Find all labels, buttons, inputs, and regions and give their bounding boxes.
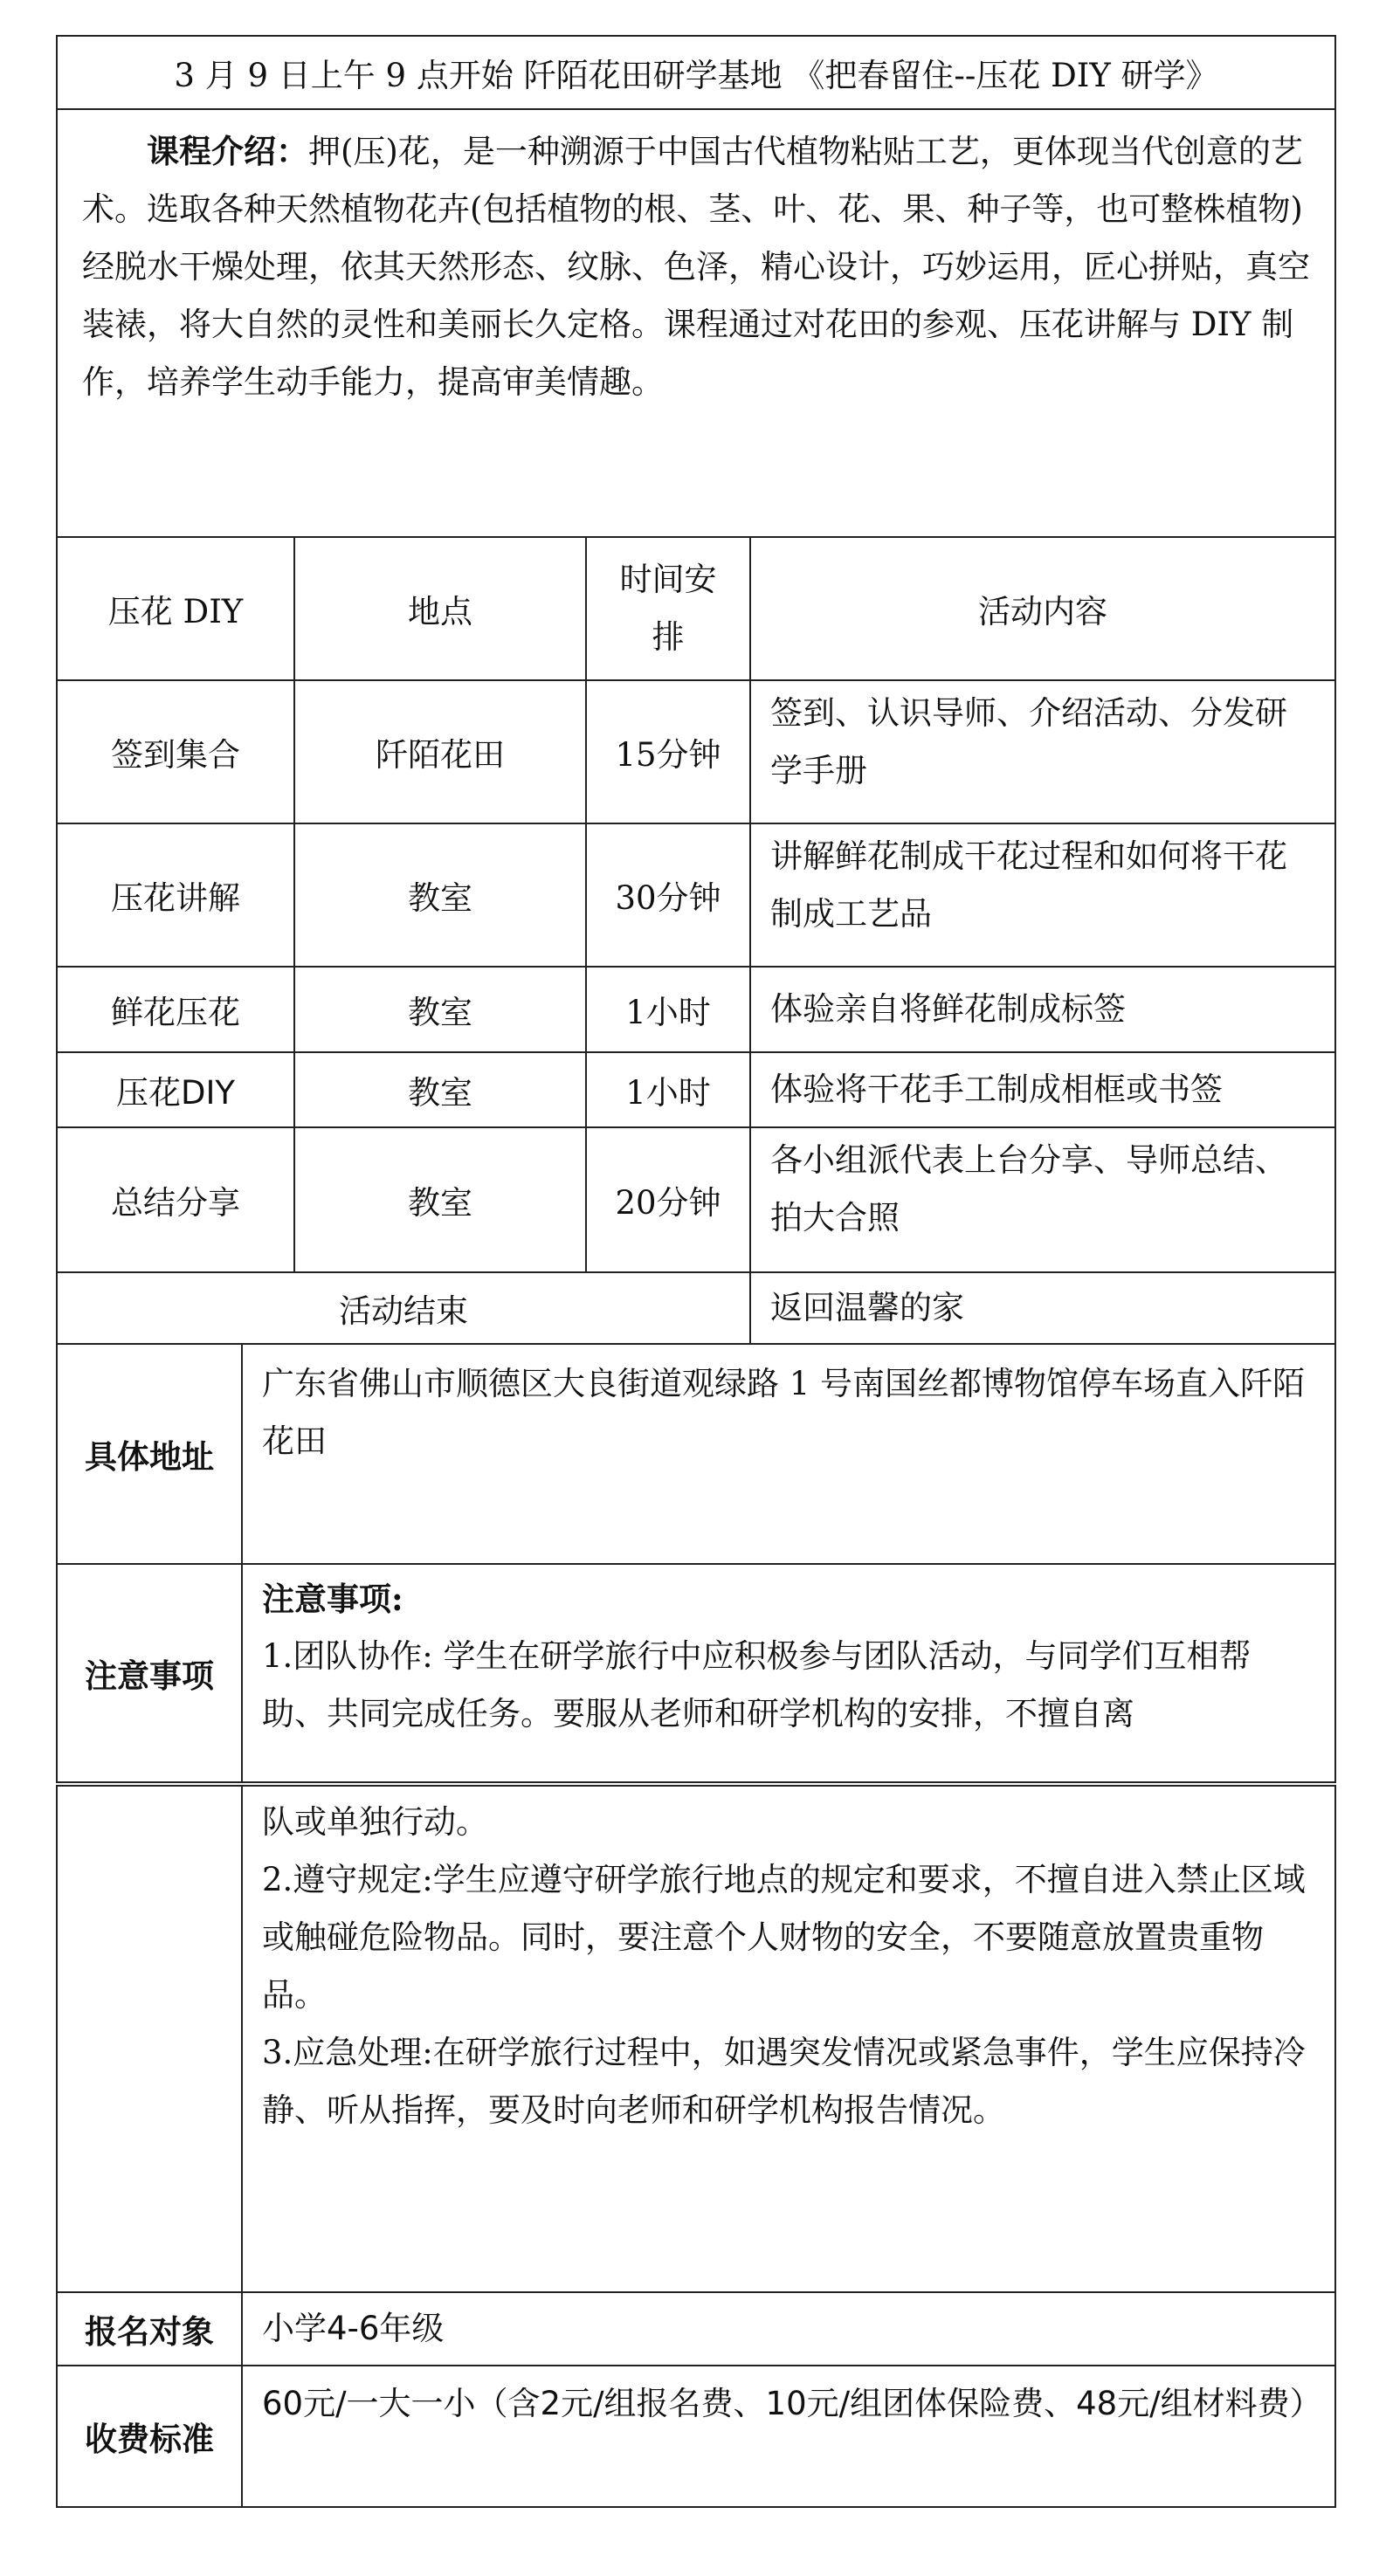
table-row [58,968,1334,1053]
enroll-value: 小学4-6年级 [241,2293,1334,2365]
address-row [58,1345,1334,1565]
activity-content: 各小组派代表上台分享、导师总结、拍大合照 [749,1128,1334,1271]
schedule-table-bottom [56,1785,1336,2508]
activity-name: 压花讲解 [111,879,240,917]
schedule-header-row [58,538,1334,681]
notes-content-continued [241,1787,1334,2291]
activity-name: 总结分享 [111,1184,240,1222]
schedule-table-top [56,35,1336,1783]
notes-heading: 注意事项: [262,1580,403,1618]
activity-time: 1小时 [585,1053,749,1126]
notes-item-1-part2: 队或单独行动。 [262,1803,488,1841]
activity-content: 体验将干花手工制成相框或书签 [749,1053,1334,1126]
intro-label: 课程介绍： [147,132,308,170]
notes-item-3: 3.应急处理:在研学旅行过程中，如遇突发情况或紧急事件，学生应保持冷静、听从指挥，要及时向老师和研学机构报告情况。 [262,2034,1306,2129]
activity-time: 30分钟 [585,824,749,966]
col-header-diy: 压花 DIY [107,593,244,630]
table-row [58,1053,1334,1128]
activity-end-row [58,1273,1334,1345]
notes-continued-row [58,1787,1334,2293]
activity-content: 签到、认识导师、介绍活动、分发研学手册 [749,681,1334,823]
activity-place: 教室 [293,824,585,966]
address-label: 具体地址 [85,1437,214,1476]
table-row [58,681,1334,824]
enroll-row [58,2293,1334,2366]
course-intro [58,110,1334,536]
fee-row [58,2366,1334,2506]
intro-text: 押(压)花，是一种溯源于中国古代植物粘贴工艺，更体现当代创意的艺术。选取各种天然植物花卉(包括植物的根、茎、叶、花、果、种子等，也可整株植物)经脱水干燥处理，依其天然形态、纹脉、色泽，精心设计，巧妙运用，匠心拼贴，真空装裱，将大自然的灵性和美丽长久定格。课程通过对花田的参观、压花讲解与 DIY 制作，培养学生动手能力，提高审美情趣。 [82,133,1310,401]
col-header-time: 时间安排 [585,538,749,679]
notes-item-1-part1: 1.团队协作: 学生在研学旅行中应积极参与团队活动，与同学们互相帮助、共同完成任务。要服从老师和研学机构的安排，不擅自离 [262,1637,1252,1732]
activity-content: 讲解鲜花制成干花过程和如何将干花制成工艺品 [749,824,1334,966]
table-row [58,824,1334,968]
activity-name: 压花DIY [115,1074,235,1112]
notes-label: 注意事项 [85,1656,214,1695]
activity-end-label: 活动结束 [339,1292,468,1330]
notes-item-2: 2.遵守规定:学生应遵守研学旅行地点的规定和要求，不擅自进入禁止区域或触碰危险物品。同时，要注意个人财物的安全，不要随意放置贵重物品。 [262,1861,1306,2014]
notes-content [241,1565,1334,1781]
intro-row [58,110,1334,538]
page-title: 3 月 9 日上午 9 点开始 阡陌花田研学基地 《把春留住--压花 DIY 研学》 [174,57,1218,94]
activity-name: 签到集合 [111,736,240,774]
activity-name: 鲜花压花 [111,994,240,1031]
fee-value: 60元/一大一小（含2元/组报名费、10元/组团体保险费、48元/组材料费） [241,2366,1334,2506]
activity-time: 1小时 [585,968,749,1051]
notes-row [58,1565,1334,1781]
activity-time: 15分钟 [585,681,749,823]
activity-time: 20分钟 [585,1128,749,1271]
table-row [58,1128,1334,1273]
activity-place: 教室 [293,1053,585,1126]
fee-label: 收费标准 [85,2420,214,2458]
col-header-place: 地点 [293,538,585,679]
notes-label-cell-empty [58,1787,241,2291]
enroll-label: 报名对象 [85,2312,214,2351]
col-header-content: 活动内容 [749,538,1334,679]
activity-place: 阡陌花田 [293,681,585,823]
title-row [58,37,1334,110]
activity-place: 教室 [293,1128,585,1271]
activity-end-content: 返回温馨的家 [749,1273,1334,1343]
address-text: 广东省佛山市顺德区大良街道观绿路 1 号南国丝都博物馆停车场直入阡陌花田 [241,1345,1334,1563]
activity-content: 体验亲自将鲜花制成标签 [749,968,1334,1051]
activity-place: 教室 [293,968,585,1051]
